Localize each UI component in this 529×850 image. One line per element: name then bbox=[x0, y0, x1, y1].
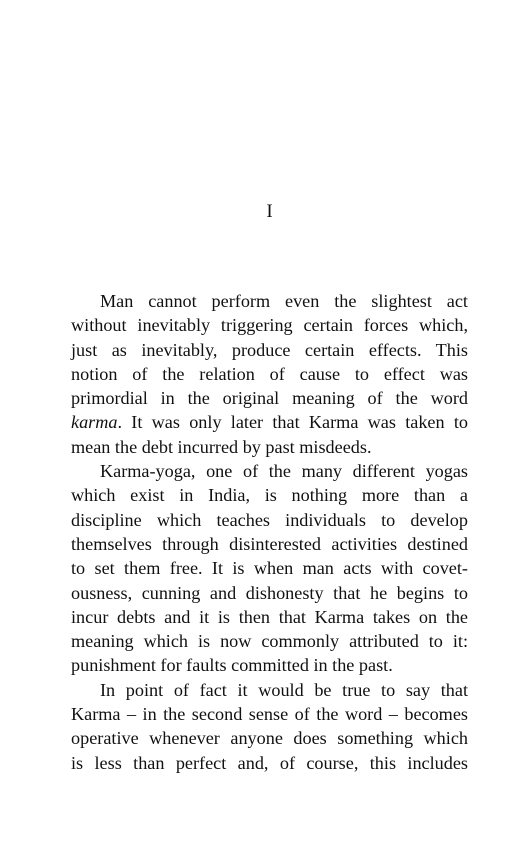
text-line: ousness, cunning and dishonesty that he begins to bbox=[71, 582, 468, 603]
text-line-continuation: . It was only later that Karma was taken to bbox=[117, 412, 468, 433]
text-line: is less than perfect and, of course, this includes bbox=[71, 752, 468, 773]
text-line: themselves through disinterested activities destined bbox=[71, 533, 468, 554]
text-line: Man cannot perform even the slightest act bbox=[100, 291, 468, 311]
chapter-number: I bbox=[266, 201, 273, 222]
italic-term: karma bbox=[71, 412, 118, 433]
text-line: Karma-yoga, one of the many different yogas bbox=[100, 461, 468, 482]
paragraph-last-line: mean the debt incurred by past misdeeds. bbox=[71, 436, 372, 457]
text-line: In point of fact it would be true to say that bbox=[100, 679, 468, 700]
text-line: operative whenever anyone does something which bbox=[71, 728, 468, 749]
text-line: just as inevitably, produce certain effects. This bbox=[71, 339, 468, 360]
text-line: meaning which is now commonly attributed to it: bbox=[71, 631, 468, 652]
text-line: notion of the relation of cause to effect was bbox=[71, 363, 468, 384]
body-text bbox=[71, 289, 468, 775]
text-line: incur debts and it is then that Karma takes on the bbox=[71, 606, 468, 627]
text-line: to set them free. It is when man acts with covet- bbox=[71, 558, 468, 579]
text-line: discipline which teaches individuals to develop bbox=[71, 509, 468, 530]
text-line: without inevitably triggering certain forces which, bbox=[71, 315, 468, 336]
text-line: Karma – in the second sense of the word – becomes bbox=[71, 704, 468, 725]
paragraph-last-line: punishment for faults committed in the past. bbox=[71, 655, 393, 676]
text-line: primordial in the original meaning of the word bbox=[71, 388, 468, 409]
text-line bbox=[71, 410, 468, 434]
text-line: which exist in India, is nothing more than a bbox=[71, 485, 468, 506]
